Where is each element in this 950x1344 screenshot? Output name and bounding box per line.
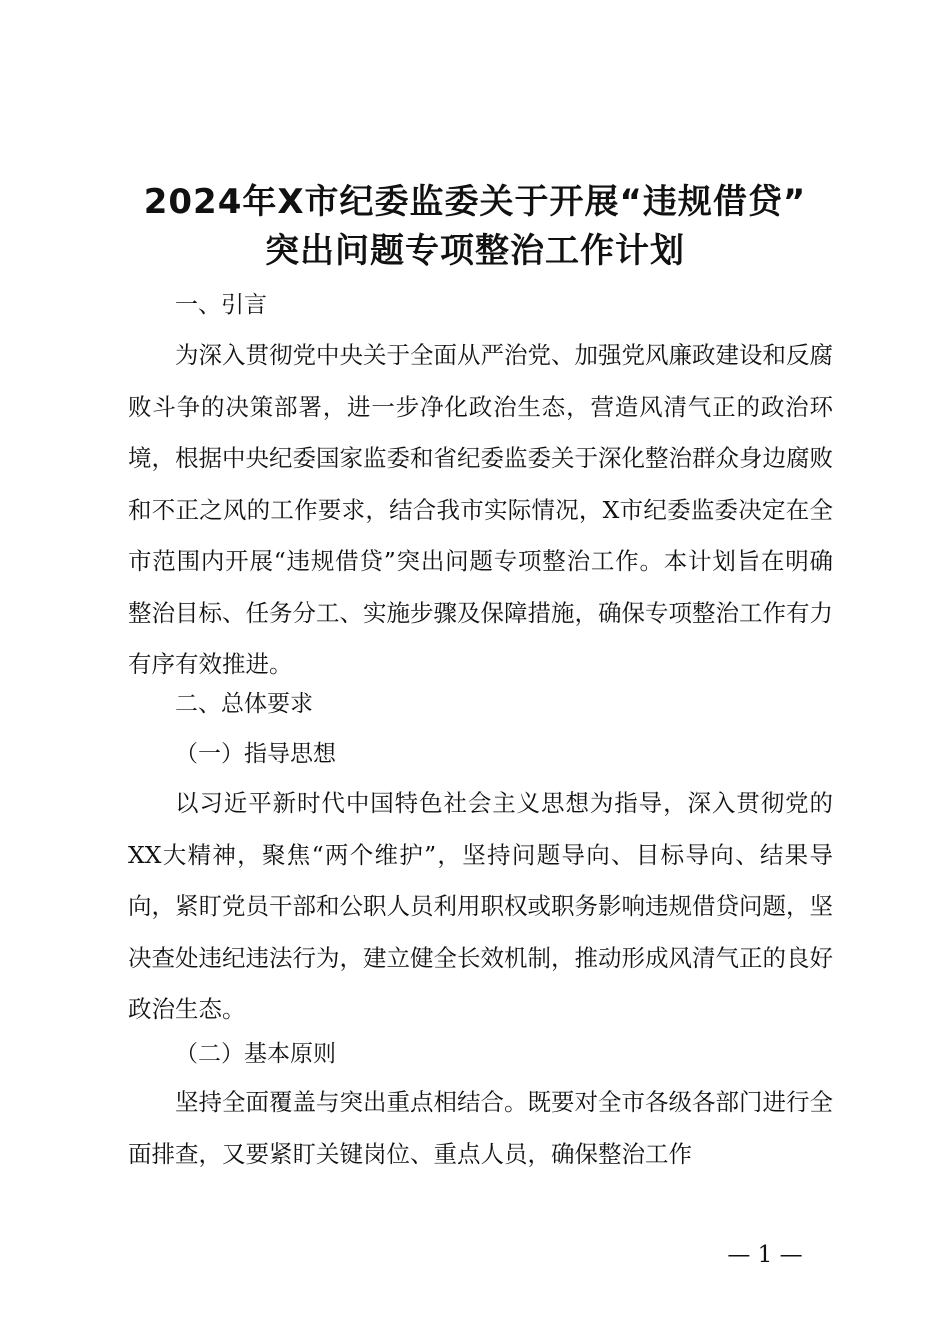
section-heading-general-requirements: 二、总体要求 <box>175 691 313 717</box>
page-number: — 1 — <box>727 1242 803 1268</box>
subsection-heading-guiding-ideology: （一）指导思想 <box>175 741 336 767</box>
basic-principles-paragraph: 坚持全面覆盖与突出重点相结合。既要对全市各级各部门进行全面排查，又要紧盯关键岗位、重点人员，确保整治工作 <box>128 1088 833 1168</box>
guiding-ideology-paragraph: 以习近平新时代中国特色社会主义思想为指导，深入贯彻党的XX大精神，聚焦“两个维护”，坚持问题导向、目标导向、结果导向，紧盯党员干部和公职人员利用职权或职务影响违规借贷问题，坚决查处违纪违法行为，建立健全长效机制，推动形成风清气正的良好政治生态。 <box>128 789 833 1023</box>
document-title-line-2: 突出问题专项整治工作计划 <box>265 231 685 271</box>
document-title-line-1: 2024年X市纪委监委关于开展“违规借贷” <box>143 182 807 222</box>
section-heading-introduction: 一、引言 <box>175 292 267 318</box>
subsection-heading-basic-principles: （二）基本原则 <box>175 1041 336 1067</box>
introduction-paragraph: 为深入贯彻党中央关于全面从严治党、加强党风廉政建设和反腐败斗争的决策部署，进一步净化政治生态，营造风清气正的政治环境，根据中央纪委国家监委和省纪委监委关于深化整治群众身边腐败和不正之风的工作要求，结合我市实际情况，X市纪委监委决定在全市范围内开展“违规借贷”突出问题专项整治工作。本计划旨在明确整治目标、任务分工、实施步骤及保障措施，确保专项整治工作有力有序有效推进。 <box>128 341 833 678</box>
